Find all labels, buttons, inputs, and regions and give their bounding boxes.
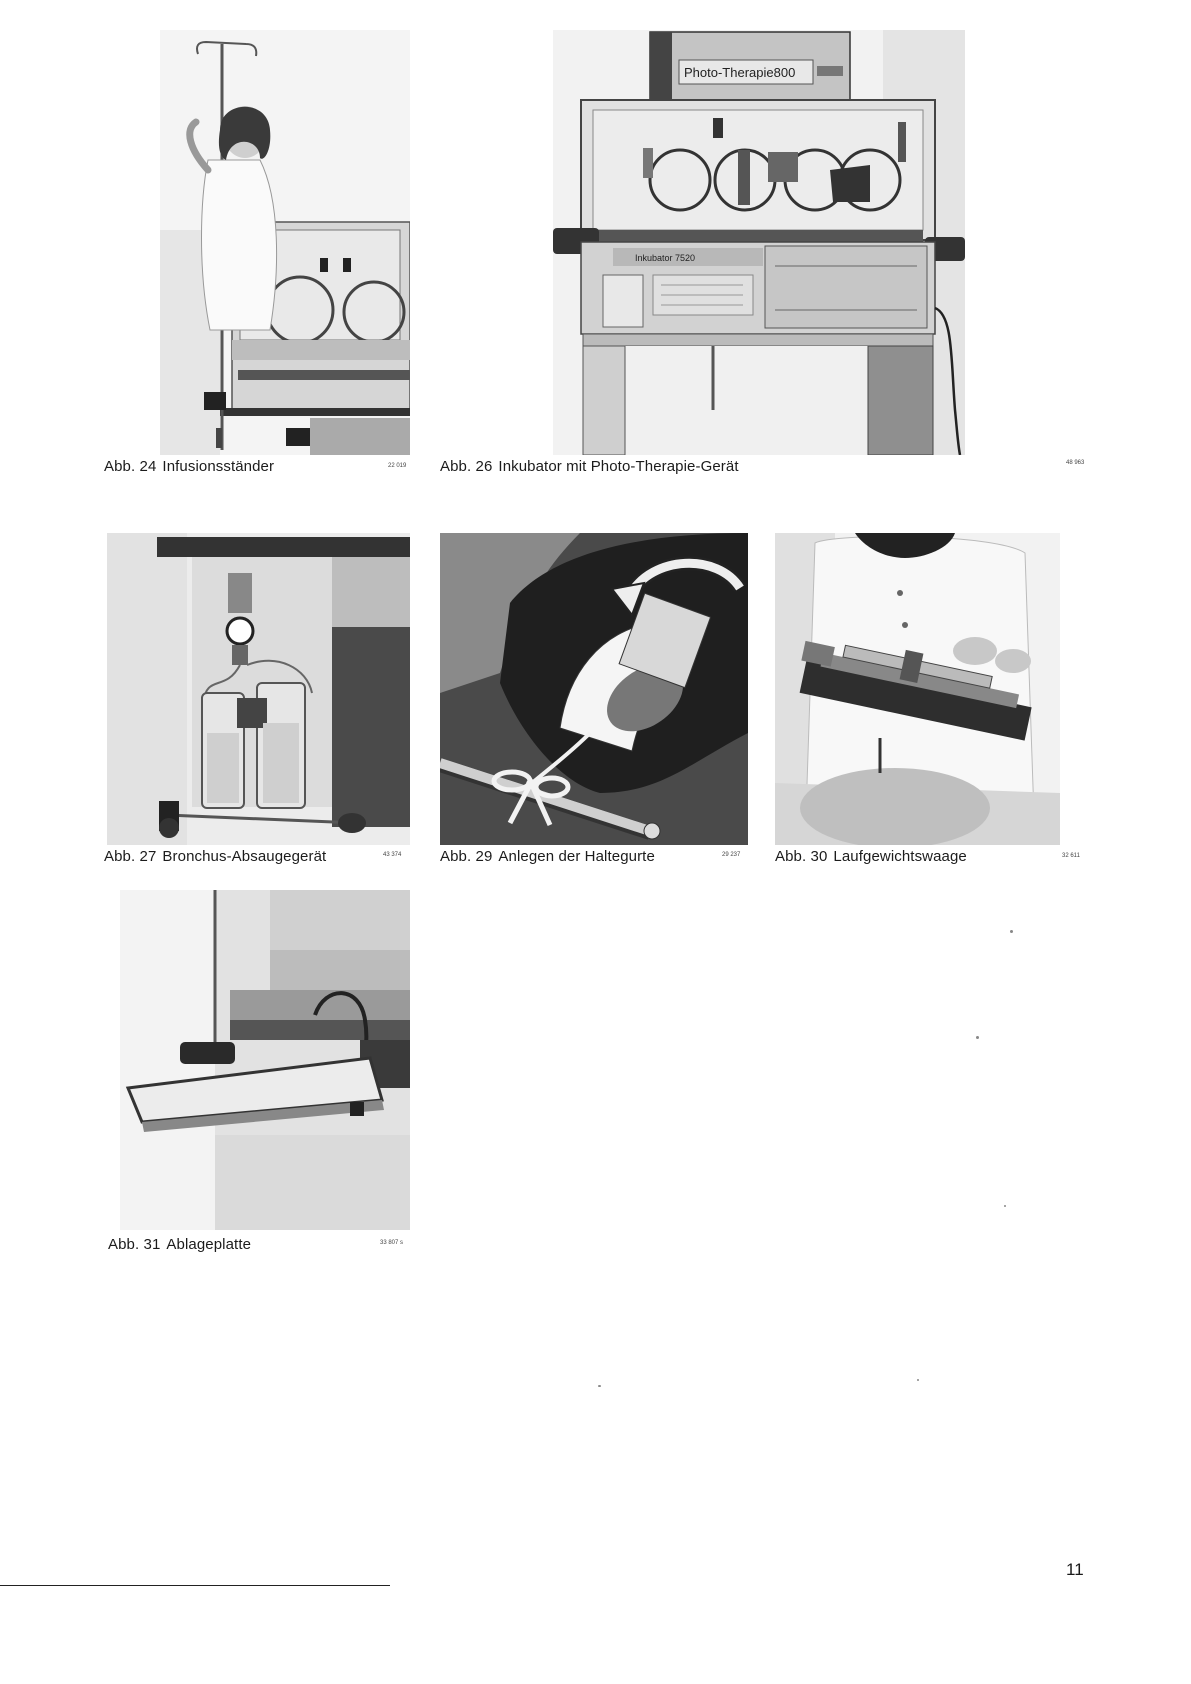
hand	[953, 637, 997, 665]
figure-title: Laufgewichtswaage	[833, 848, 967, 865]
figure-30-photo	[775, 533, 1060, 845]
hand	[995, 649, 1031, 673]
figure-27-photo	[107, 533, 410, 845]
figure-30-code: 32 611	[1062, 853, 1080, 859]
phototherapy-label: Photo-Therapie800	[684, 65, 796, 80]
figure-27-caption	[104, 848, 326, 866]
straps-illustration	[440, 533, 748, 845]
iv-stand-illustration	[160, 30, 410, 455]
figure-26-photo	[553, 30, 965, 455]
scan-speck	[1004, 1205, 1006, 1207]
shelf-plate-illustration	[120, 890, 410, 1230]
figure-label: Abb. 27	[104, 848, 157, 865]
figure-26-code: 48 963	[1066, 460, 1085, 466]
figure-31-code: 33 807 s	[380, 1240, 404, 1246]
figure-29-caption	[440, 848, 655, 866]
figure-26-caption	[440, 458, 739, 476]
scale-illustration	[775, 533, 1060, 845]
figure-label: Abb. 24	[104, 458, 157, 475]
figure-label: Abb. 30	[775, 848, 828, 865]
suction-unit-illustration	[107, 533, 410, 845]
weighing-tray	[800, 768, 990, 845]
suction-device	[192, 557, 332, 808]
footer-rule	[0, 1585, 390, 1586]
page-number: 11	[1066, 1560, 1084, 1579]
figure-title: Ablageplatte	[166, 1236, 252, 1253]
incubator-cart	[583, 334, 933, 455]
figure-label: Abb. 31	[108, 1236, 161, 1253]
phototherapy-unit	[650, 32, 850, 102]
figure-27-code: 43 374	[383, 852, 402, 858]
figure-24-caption	[104, 458, 274, 476]
figure-29-photo	[440, 533, 748, 845]
figure-title: Inkubator mit Photo-Therapie-Gerät	[498, 458, 739, 475]
incubator-label: Inkubator 7520	[635, 253, 696, 263]
figure-title: Bronchus-Absaugegerät	[162, 848, 327, 865]
figure-31-caption	[108, 1236, 251, 1254]
control-panel	[581, 242, 935, 334]
figure-31-photo	[120, 890, 410, 1230]
incubator-illustration	[553, 30, 965, 455]
cabinet	[332, 557, 410, 827]
scan-speck	[598, 1385, 601, 1387]
figure-24-photo	[160, 30, 410, 455]
scan-speck	[976, 1036, 979, 1039]
figure-label: Abb. 26	[440, 458, 493, 475]
figure-29-code: 29 237	[722, 852, 741, 858]
figure-24-code: 22 019	[388, 463, 407, 469]
holder	[180, 1042, 235, 1064]
figure-label: Abb. 29	[440, 848, 493, 865]
incubator-hood	[581, 100, 935, 242]
scan-speck	[1010, 930, 1013, 933]
figure-title: Anlegen der Haltegurte	[498, 848, 655, 865]
figure-30-caption	[775, 848, 967, 866]
scan-speck	[917, 1379, 919, 1381]
figure-title: Infusionsständer	[162, 458, 275, 475]
